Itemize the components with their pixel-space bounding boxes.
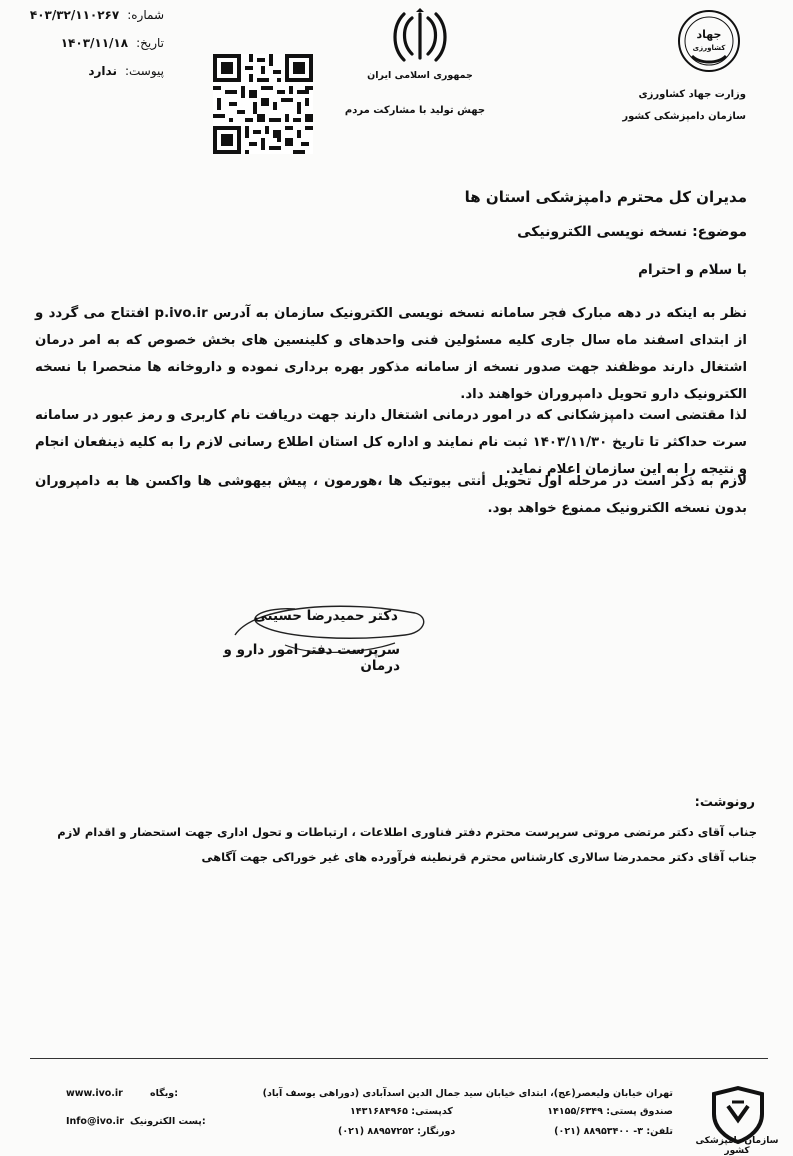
cc-heading: رونوشت: <box>694 795 755 810</box>
footer-divider <box>30 1058 768 1059</box>
number-label: شماره: <box>127 8 164 22</box>
paragraph-2: لذا مقتضی است دامپزشکانی که در امور درمانی اشتغال دارند جهت دریافت نام کاربری و رمز عبور در سامانه سرت حداکثر تا تاریخ ۱۴۰۳/۱۱/۳۰ ثبت نام نمایند و اداره کل استان اطلاع رسانی لازم را به کلیه ذینفعان انجام و نتیجه را به این سازمان اعلام نماید. <box>35 408 747 477</box>
ivo-caption: سازمان دامپزشکی کشور <box>695 1136 779 1156</box>
date-label: تاریخ: <box>136 36 164 50</box>
attachment-label: پیوست: <box>124 64 164 78</box>
subject: موضوع: نسخه نویسی الکترونیکی <box>517 224 747 240</box>
svg-text:کشاورزی: کشاورزی <box>692 44 726 52</box>
organization-name: سازمان دامپزشکی کشور <box>622 111 746 122</box>
qr-code-icon <box>213 54 313 154</box>
footer-fax: دورنگار: ۸۸۹۵۷۲۵۲ (۰۲۱) <box>338 1126 456 1137</box>
paragraph-1: نظر به اینکه در دهه مبارک فجر سامانه نسخه نویسی الکترونیک سازمان به آدرس p.ivo.ir افتتاح می گردد و از ابتدای اسفند ماه سال جاری کلیه مسئولین فنی واحدهای و کلینسین های بخش خصوص که به امر درمان اشتغال دارند موظفند جهت صدور نسخه از سامانه مذکور بهره برداری نموده و داروخانه ها منحصرا با نسخه الکترونیک دارو تحویل دامپروران خواهند داد. <box>35 306 747 402</box>
ministry-block <box>608 84 746 128</box>
letter-meta <box>29 6 164 90</box>
footer-address: تهران خیابان ولیعصر(عج)، ابتدای خیابان سید جمال الدین اسدآبادی (دوراهی یوسف آباد) <box>262 1088 673 1099</box>
iran-emblem <box>360 8 480 81</box>
slogan: جهش تولید با مشارکت مردم <box>344 105 486 116</box>
jahad-logo-icon <box>676 8 742 74</box>
signatory-name: دکتر حمیدرضا حسینی <box>253 608 398 624</box>
website-label: وبگاه: <box>150 1088 178 1099</box>
signatory-title: سرپرست دفتر امور دارو و درمان <box>223 642 400 674</box>
iran-emblem-icon <box>390 8 450 66</box>
attachment-value: ندارد <box>88 64 117 78</box>
email-label: پست الکترونیک: <box>130 1116 206 1127</box>
email-link[interactable]: Info@ivo.ir <box>66 1116 124 1127</box>
date-value: ۱۴۰۳/۱۱/۱۸ <box>60 36 129 50</box>
cc-line-1: جناب آقای دکتر مرتضی مروتی سرپرست محترم دفتر فناوری اطلاعات ، ارتباطات و تحول اداری جهت استحضار و اقدام لازم <box>57 825 757 839</box>
cc-line-2: جناب آقای دکتر محمدرضا سالاری کارشناس محترم قرنطینه فرآورده های غیر خوراکی جهت آگاهی <box>201 850 757 864</box>
footer-pobox: صندوق پستی: ۱۴۱۵۵/۶۳۴۹ <box>547 1106 673 1117</box>
ministry-name: وزارت جهاد کشاورزی <box>638 89 746 100</box>
footer-phone: تلفن: ۳- ۸۸۹۵۳۴۰۰ (۰۲۱) <box>554 1126 673 1137</box>
svg-text:جهاد: جهاد <box>696 28 722 41</box>
footer-postal: کدپستی: ۱۴۳۱۶۸۴۹۶۵ <box>350 1106 453 1117</box>
greeting: با سلام و احترام <box>638 262 747 278</box>
paragraph-3: لازم به ذکر است در مرحله اول تحویل أنتی بیوتیک ها ،هورمون ، پیش بیهوشی ها واکسن ها به دامپروران بدون نسخه الکترونیک ممنوع خواهد بود. <box>35 474 747 516</box>
emblem-title: جمهوری اسلامی ایران <box>367 70 473 81</box>
addressee: مدیران کل محترم دامپزشکی استان ها <box>464 188 747 206</box>
number-value: ۴۰۳/۳۲/۱۱۰۲۶۷ <box>29 8 120 22</box>
website-link[interactable]: www.ivo.ir <box>66 1088 123 1099</box>
